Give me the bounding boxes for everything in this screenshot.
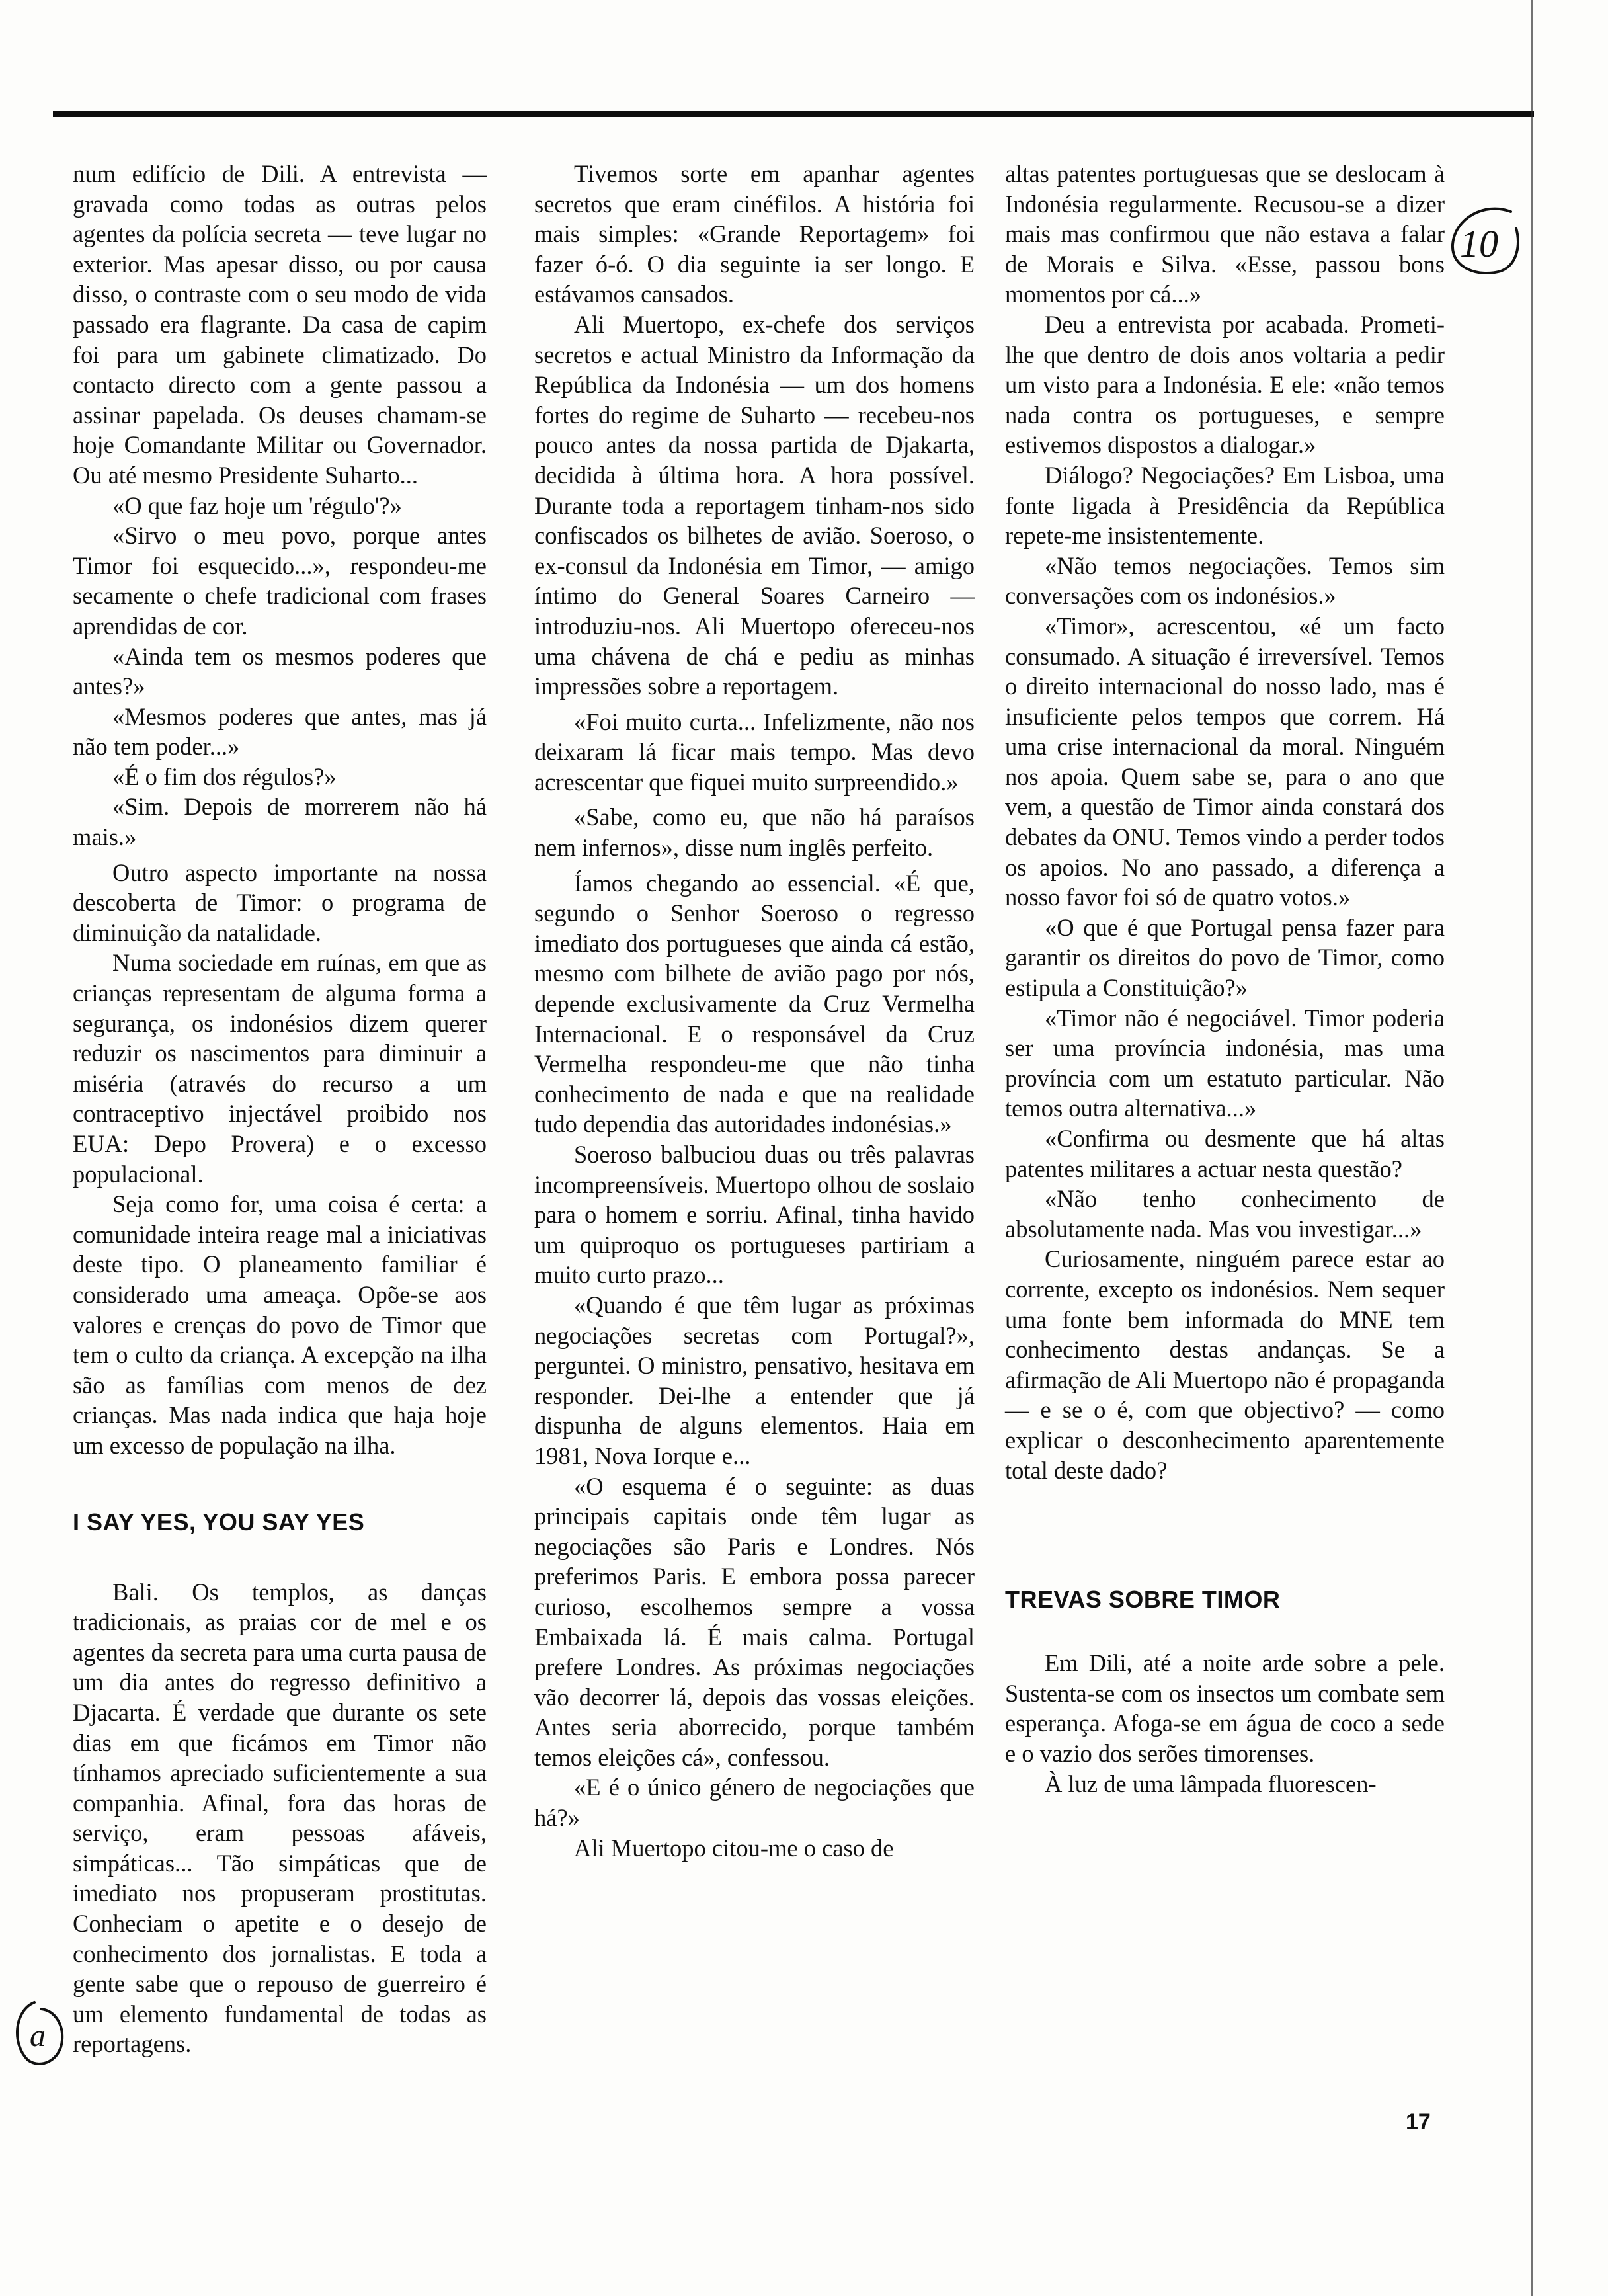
handwritten-10-mark bbox=[1438, 198, 1524, 284]
paragraph: «Quando é que têm lugar as próximas negociações secretas com Portugal?», perguntei. O ministro, pensativo, hesitava em responder. Dei-lhe a entender que já dispunha de alguns elementos. Haia em 1981, Nova Iorque e... bbox=[534, 1291, 975, 1469]
header-rule bbox=[53, 111, 1534, 117]
paragraph: num edifício de Dili. A entrevista — gravada como todas as outras pelos agentes da polícia secreta — teve lugar no exterior. Mas apesar disso, ou por causa disso, o contraste com o seu modo de vida passado era flagrante. Da casa de capim foi para um gabinete climatizado. Do contacto directo com a gente passou a assinar papelada. Os deuses chamam-se hoje Comandante Militar ou Governador. Ou até mesmo Presidente Suharto... bbox=[73, 160, 487, 489]
margin-mark-text: 10 bbox=[1460, 222, 1498, 265]
paragraph: «Foi muito curta... Infelizmente, não nos deixaram lá ficar mais tempo. Mas devo acrescentar que fiquei muito surpreendido.» bbox=[534, 708, 975, 796]
handwritten-a-mark bbox=[8, 1997, 67, 2070]
paragraph: «Não temos negociações. Temos sim conversações com os indonésios.» bbox=[1005, 552, 1445, 610]
page-number: 17 bbox=[1406, 2110, 1431, 2135]
column-2 bbox=[534, 159, 975, 1863]
paragraph: «Sabe, como eu, que não há paraísos nem infernos», disse num inglês perfeito. bbox=[534, 803, 975, 862]
column-3 bbox=[1005, 159, 1445, 1799]
margin-mark-text: a bbox=[30, 2018, 46, 2053]
section-heading: I SAY YES, YOU SAY YES bbox=[73, 1508, 365, 1536]
paragraph: «Confirma ou desmente que há altas patentes militares a actuar nesta questão? bbox=[1005, 1125, 1445, 1182]
paragraph: «É o fim dos régulos?» bbox=[112, 762, 337, 790]
paragraph: À luz de uma lâmpada fluorescen- bbox=[1045, 1770, 1377, 1797]
paragraph: Seja como for, uma coisa é certa: a comunidade inteira reage mal a iniciativas deste tipo. O planeamento familiar é considerado uma ameaça. Opõe-se aos valores e crenças do povo de Timor que tem o culto da criança. A excepção na ilha são as famílias com menos de dez crianças. Mas nada indica que haja hoje um excesso de população na ilha. bbox=[73, 1190, 487, 1459]
paragraph: «Mesmos poderes que antes, mas já não tem poder...» bbox=[73, 702, 487, 760]
paragraph: Deu a entrevista por acabada. Prometi-lhe que dentro de dois anos voltaria a pedir um visto para a Indonésia. E ele: «não temos nada contra os portugueses, e sempre estivemos dispostos a dialogar.» bbox=[1005, 310, 1445, 459]
paragraph: Ali Muertopo, ex-chefe dos serviços secretos e actual Ministro da Informação da República da Indonésia — um dos homens fortes do regime de Suharto — recebeu-nos pouco antes da nossa partida de Djakarta, decidida à última hora. A hora possível. Durante toda a reportagem tinham-nos sido confiscados os bilhetes de avião. Soeroso, o ex-consul da Indonésia em Timor, — amigo íntimo do General Soares Carneiro — introduziu-nos. Ali Muertopo ofereceu-nos uma chávena de chá e pediu as minhas impressões sobre a reportagem. bbox=[534, 310, 975, 700]
paragraph: Em Dili, até a noite arde sobre a pele. Sustenta-se com os insectos um combate sem esperança. Afoga-se em água de coco a sede e o vazio dos serões timorenses. bbox=[1005, 1649, 1445, 1767]
paragraph: altas patentes portuguesas que se deslocam à Indonésia regularmente. Recusou-se a dizer mais mas confirmou que não estava a falar de Morais e Silva. «Esse, passou bons momentos por cá...» bbox=[1005, 160, 1445, 308]
paragraph: Bali. Os templos, as danças tradicionais, as praias cor de mel e os agentes da secreta para uma curta pausa de um dia antes do regresso definitivo a Djacarta. É verdade que durante os sete dias em que ficámos em Timor não tínhamos apreciado suficientemente a sua companhia. Afinal, fora das horas de serviço, eram pessoas afáveis, simpáticas... Tão simpáticas que de imediato nos propuseram prostitutas. Conheciam o apetite e o desejo de conhecimento dos jornalistas. E toda a gente sabe que o repouso de guerreiro é um elemento fundamental de todas as reportagens. bbox=[73, 1578, 487, 2058]
paragraph: Diálogo? Negociações? Em Lisboa, uma fonte ligada à Presidência da República repete-me insistentemente. bbox=[1005, 461, 1445, 550]
paragraph: Curiosamente, ninguém parece estar ao corrente, excepto os indonésios. Nem sequer uma fonte bem informada do MNE tem conhecimento destas andanças. Se a afirmação de Ali Muertopo não é propaganda — e se o é, com que objectivo? — como explicar o desconhecimento aparentemente total deste dado? bbox=[1005, 1245, 1445, 1484]
paragraph: Numa sociedade em ruínas, em que as crianças representam de alguma forma a segurança, os indonésios dizem querer reduzir os nascimentos para diminuir a miséria (através do recurso a um contraceptivo injectável proibido nos EUA: Depo Provera) e o excesso populacional. bbox=[73, 949, 487, 1188]
paragraph: «Sirvo o meu povo, porque antes Timor foi esquecido...», respondeu-me secamente o chefe tradicional com frases aprendidas de cor. bbox=[73, 522, 487, 639]
paragraph: «Timor», acrescentou, «é um facto consumado. A situação é irreversível. Temos o direito internacional do nosso lado, mas é insuficiente pelos tempos que correm. Há uma crise internacional da moral. Ninguém nos apoia. Quem sabe se, para o ano que vem, a questão de Timor ainda constará dos debates da ONU. Temos vindo a perder todos os apoios. No ano passado, a diferença a nosso favor foi só de quatro votos.» bbox=[1005, 612, 1445, 911]
paragraph: «E é o único género de negociações que há?» bbox=[534, 1774, 975, 1832]
page-edge-line bbox=[1531, 0, 1533, 2296]
paragraph: Íamos chegando ao essencial. «É que, segundo o Senhor Soeroso o regresso imediato dos portugueses que ainda cá estão, mesmo com bilhete de avião pago por nós, depende exclusivamente da Cruz Vermelha Internacional. E o responsável da Cruz Vermelha respondeu-me que não tinha conhecimento de nada e que na realidade tudo dependia das autoridades indonésias.» bbox=[534, 869, 975, 1138]
section-heading: TREVAS SOBRE TIMOR bbox=[1005, 1586, 1281, 1614]
paragraph: «Não tenho conhecimento de absolutamente nada. Mas vou investigar...» bbox=[1005, 1185, 1445, 1243]
paragraph: Outro aspecto importante na nossa descoberta de Timor: o programa de diminuição da natalidade. bbox=[73, 858, 487, 946]
column-1 bbox=[73, 159, 487, 2059]
paragraph: «O esquema é o seguinte: as duas principais capitais onde têm lugar as negociações são Paris e Londres. Nós preferimos Paris. E embora possa parecer curioso, escolhemos sempre a vossa Embaixada lá. É mais calma. Portugal prefere Londres. As próximas negociações vão decorrer lá, depois das vossas eleições. Antes seria aborrecido, porque também temos eleições cá», confessou. bbox=[534, 1472, 975, 1771]
paragraph: «O que faz hoje um 'régulo'?» bbox=[112, 491, 402, 519]
paragraph: «Ainda tem os mesmos poderes que antes?» bbox=[73, 642, 487, 700]
paragraph: «Sim. Depois de morrerem não há mais.» bbox=[73, 793, 487, 851]
paragraph: Ali Muertopo citou-me o caso de bbox=[574, 1834, 894, 1862]
paragraph: Tivemos sorte em apanhar agentes secretos que eram cinéfilos. A história foi mais simples: «Grande Reportagem» foi fazer ó-ó. O dia seguinte ia ser longo. E estávamos cansados. bbox=[534, 160, 975, 308]
paragraph: «O que é que Portugal pensa fazer para garantir os direitos do povo de Timor, como estipula a Constituição?» bbox=[1005, 913, 1445, 1002]
paragraph: Soeroso balbuciou duas ou três palavras incompreensíveis. Muertopo olhou de soslaio para o homem e sorriu. Afinal, tinha havido um quiproquo os portugueses partiriam a muito curto prazo... bbox=[534, 1141, 975, 1289]
paragraph: «Timor não é negociável. Timor poderia ser uma província indonésia, mas uma província com um estatuto particular. Não temos outra alternativa...» bbox=[1005, 1004, 1445, 1122]
